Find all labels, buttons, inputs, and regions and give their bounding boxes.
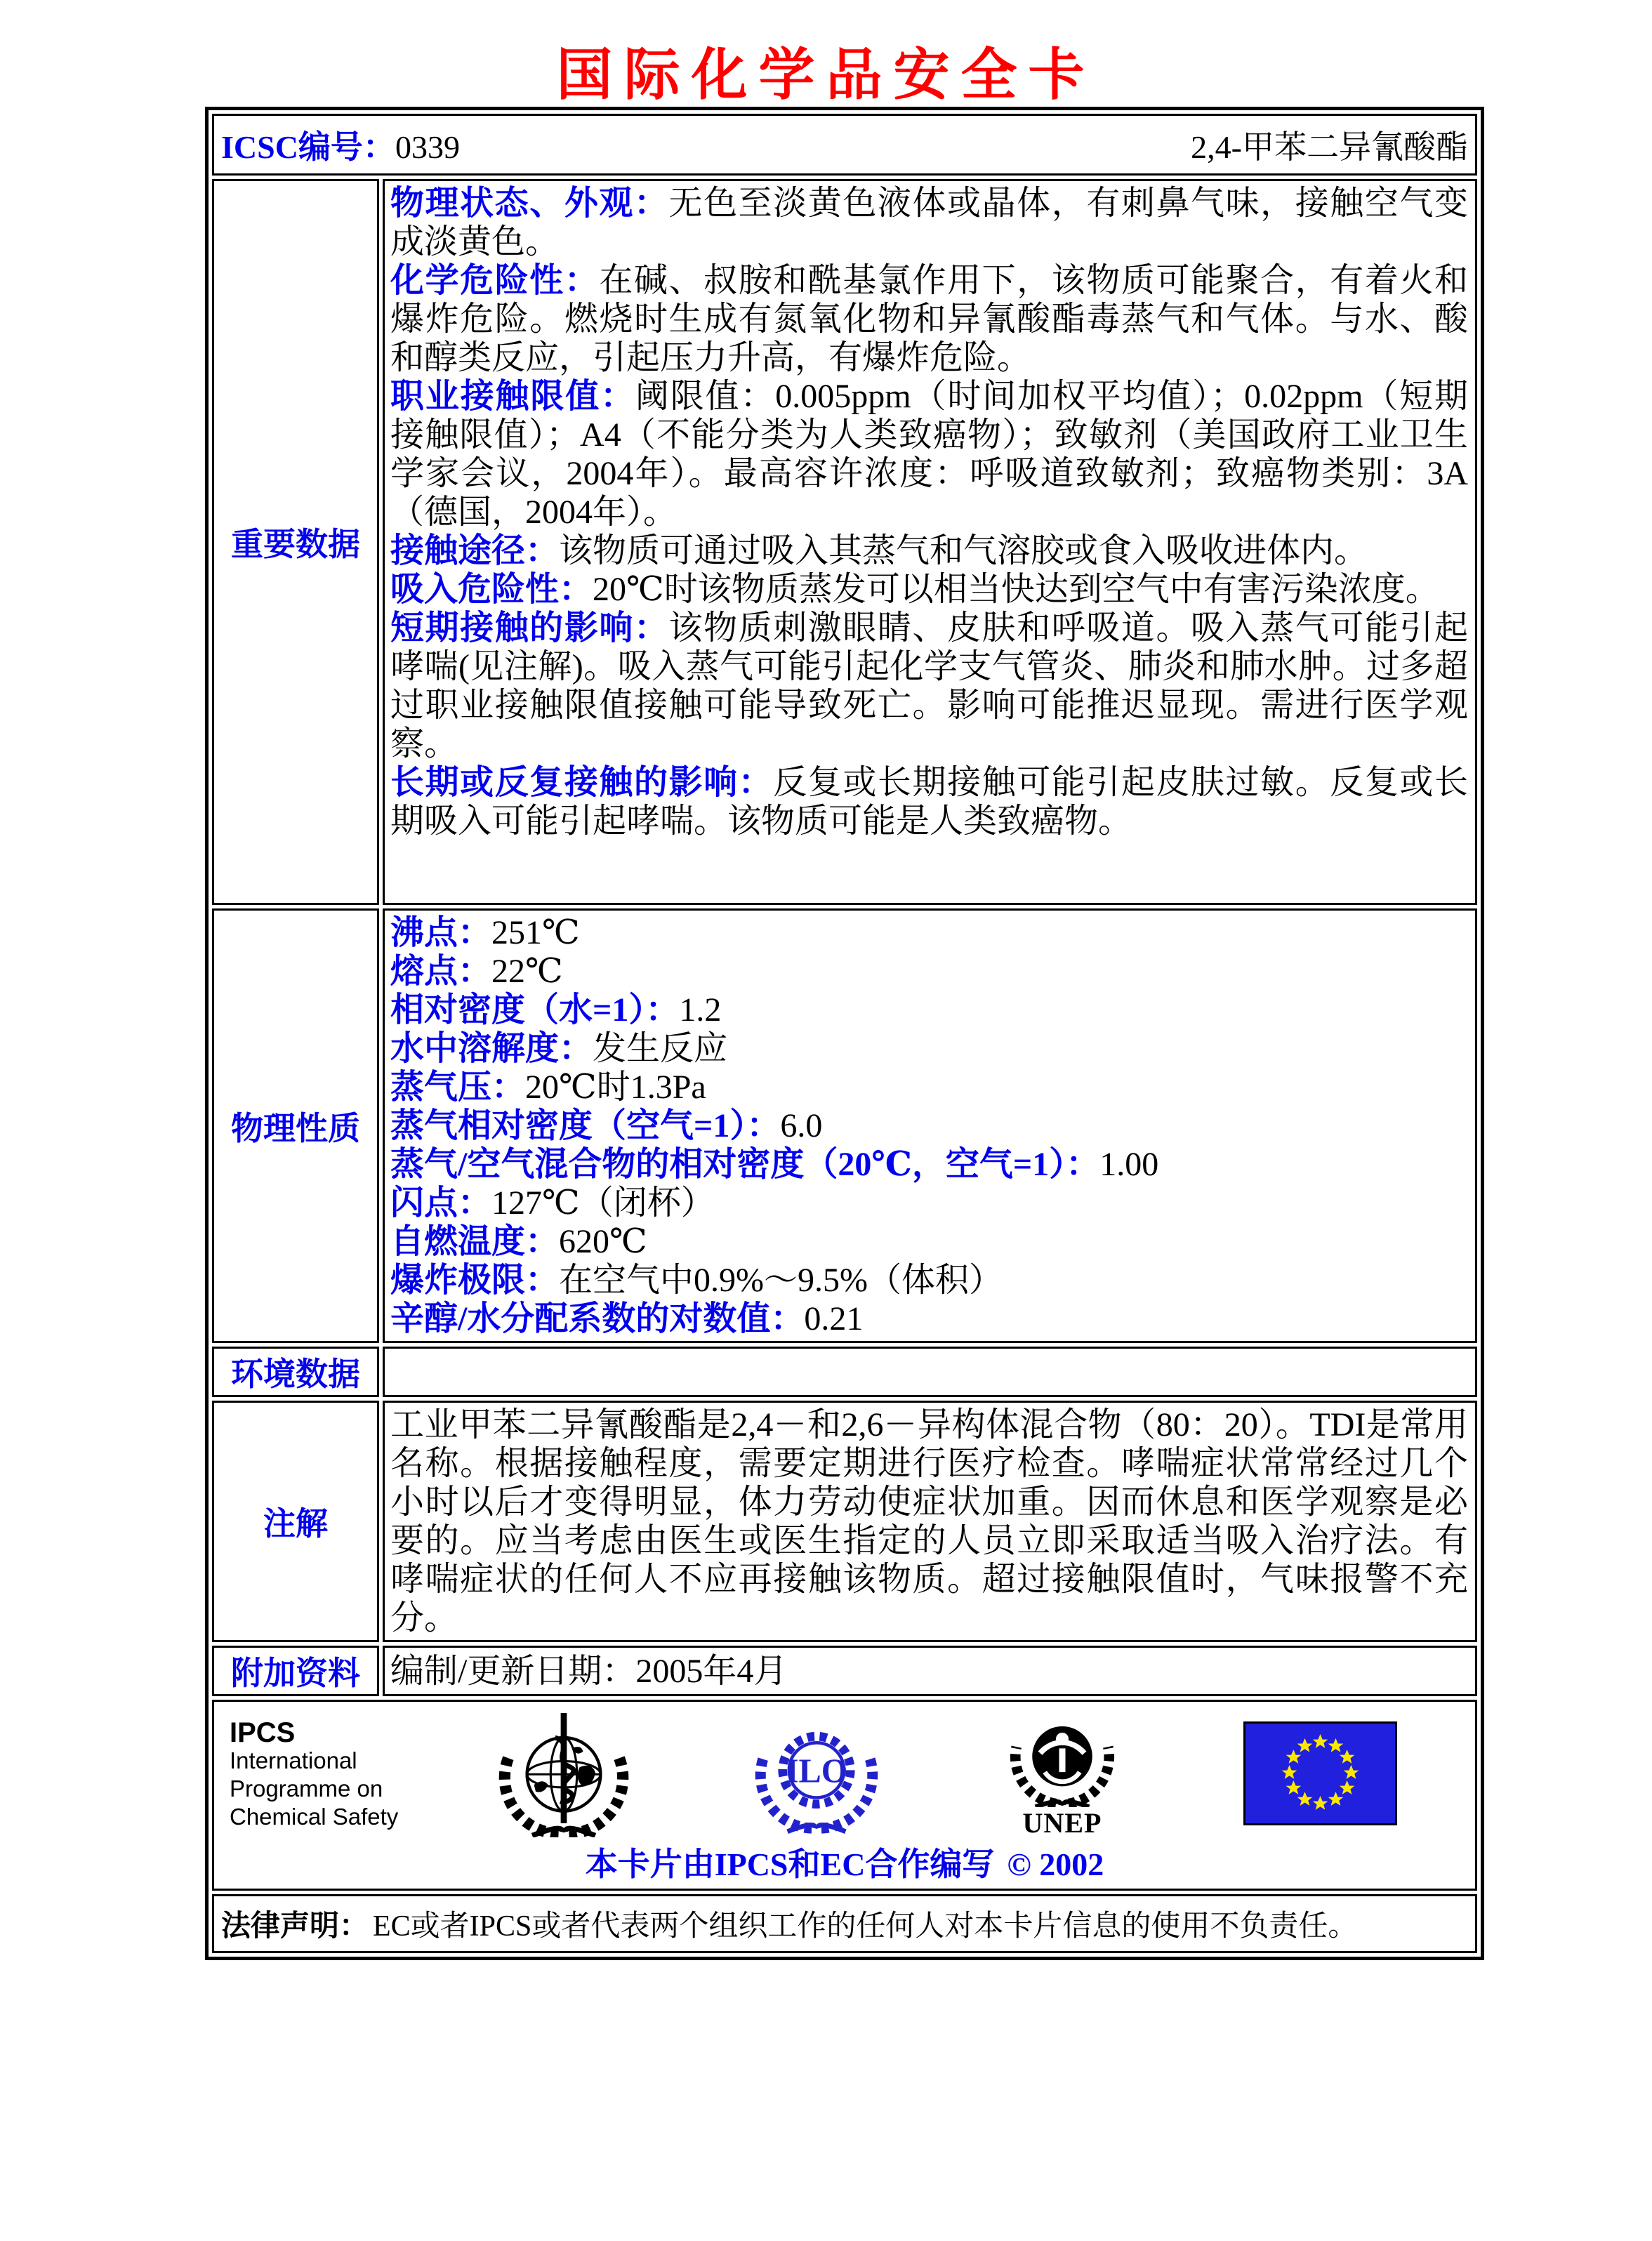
section-label-notes: 注解	[212, 1401, 379, 1642]
update-date-text: 编制/更新日期：2005年4月	[390, 1652, 788, 1690]
section-label-additional-info: 附加资料	[212, 1646, 379, 1696]
section-label-environmental-data: 环境数据	[212, 1347, 379, 1397]
prop-vapor-pressure: 蒸气压：20℃时1.3Pa	[390, 1069, 706, 1106]
prop-vapor-density: 蒸气相对密度（空气=1）：6.0	[390, 1107, 823, 1144]
ipcs-line-3: Chemical Safety	[230, 1804, 399, 1830]
ipcs-block	[230, 1719, 454, 1831]
important-data-row	[212, 179, 1477, 905]
field-inhalation-risk: 吸入危险性：20℃时该物质蒸发可以相当快达到空气中有害污染浓度。	[390, 571, 1439, 608]
field-occupational-limits: 职业接触限值：阈限值：0.005ppm（时间加权平均值）；0.02ppm（短期接触限值）；A4（不能分类为人类致癌物）；致敏剂（美国政府工业卫生学家会议，2004年）。最高容许浓度：呼吸道致敏剂；致癌物类别：3A（德国，2004年）。	[390, 378, 1468, 531]
section-label-important-data: 重要数据	[212, 179, 379, 905]
chemical-name: 2,4-甲苯二异氰酸酯	[1191, 129, 1468, 165]
section-label-physical-properties: 物理性质	[212, 908, 379, 1343]
environmental-data-content	[383, 1347, 1477, 1397]
prop-boiling-point: 沸点：251℃	[390, 914, 580, 951]
unep-wordmark: UNEP	[1022, 1807, 1102, 1839]
legal-cell	[212, 1894, 1477, 1953]
ilo-logo-icon	[752, 1710, 881, 1840]
unep-logo-icon	[999, 1710, 1125, 1839]
environmental-data-row	[212, 1347, 1477, 1397]
prop-water-solubility: 水中溶解度：发生反应	[390, 1030, 728, 1067]
icsc-number-label: ICSC编号：	[221, 129, 395, 165]
prop-explosive-limits: 爆炸极限：在空气中0.9%～9.5%（体积）	[390, 1262, 1003, 1299]
logos-cell	[212, 1700, 1477, 1891]
icsc-header	[212, 114, 1477, 176]
ipcs-acronym: IPCS	[230, 1717, 296, 1748]
page-title: 国际化学品安全卡	[556, 45, 1096, 107]
prop-flash-point: 闪点：127℃（闭杯）	[390, 1184, 715, 1222]
notes-text: 工业甲苯二异氰酸酯是2,4－和2,6－异构体混合物（80：20）。TDI是常用名称。根据接触程度，需要定期进行医疗检查。哮喘症状常常经过几个小时以后才变得明显，体力劳动使症状加重。因而休息和医学观察是必要的。应当考虑由医生或医生指定的人员立即采取适当吸入治疗法。有哮喘症状的任何人不应再接触该物质。超过接触限值时，气味报警不充分。	[390, 1406, 1468, 1637]
physical-properties-content	[383, 908, 1477, 1343]
notes-content	[383, 1401, 1477, 1642]
icsc-number	[221, 121, 460, 168]
prop-octanol-water-coefficient: 辛醇/水分配系数的对数值：0.21	[390, 1300, 864, 1337]
prop-vapor-air-mixture-density: 蒸气/空气混合物的相对密度（20℃，空气=1）：1.00	[390, 1146, 1159, 1183]
icsc-number-value: 0339	[395, 129, 460, 165]
logos-row	[212, 1700, 1477, 1891]
copyright-text: © 2002	[1007, 1846, 1104, 1882]
legal-row	[212, 1894, 1477, 1953]
logo-strip	[214, 1705, 1475, 1845]
important-data-content	[383, 179, 1477, 905]
icsc-card-table	[205, 107, 1484, 1960]
ipcs-line-2: Programme on	[230, 1776, 383, 1802]
ipcs-line-1: International	[230, 1747, 357, 1773]
prop-relative-density: 相对密度（水=1）：1.2	[390, 991, 722, 1029]
notes-row	[212, 1401, 1477, 1642]
field-exposure-routes: 接触途径：该物质可通过吸入其蒸气和气溶胶或食入吸收进体内。	[390, 532, 1368, 569]
field-short-term-effects: 短期接触的影响：该物质刺激眼睛、皮肤和呼吸道。吸入蒸气可能引起哮喘(见注解)。吸入蒸气可能引起化学支气管炎、肺炎和肺水肿。过多超过职业接触限值接触可能导致死亡。影响可能推迟显现。需进行医学观察。	[390, 609, 1468, 762]
cooperation-caption	[214, 1845, 1475, 1889]
caption-text: 本卡片由IPCS和EC合作编写	[585, 1846, 995, 1882]
eu-flag-icon	[1243, 1721, 1397, 1829]
field-long-term-effects: 长期或反复接触的影响：反复或长期接触可能引起皮肤过敏。反复或长期吸入可能引起哮喘。该物质可能是人类致癌物。	[390, 764, 1468, 840]
physical-properties-row	[212, 908, 1477, 1343]
field-physical-state: 物理状态、外观：无色至淡黄色液体或晶体，有刺鼻气味，接触空气变成淡黄色。	[390, 185, 1468, 260]
additional-info-row	[212, 1646, 1477, 1696]
prop-melting-point: 熔点：22℃	[390, 953, 563, 990]
legal-label: 法律声明：	[221, 1910, 369, 1943]
field-chemical-danger: 化学危险性：在碱、叔胺和酰基氯作用下，该物质可能聚合，有着火和爆炸危险。燃烧时生成有氮氧化物和异氰酸酯毒蒸气和气体。与水、酸和醇类反应，引起压力升高，有爆炸危险。	[390, 262, 1468, 376]
ilo-letters: ILO	[785, 1752, 848, 1790]
header-row	[212, 114, 1477, 176]
additional-info-content	[383, 1646, 1477, 1696]
legal-text: EC或者IPCS或者代表两个组织工作的任何人对本卡片信息的使用不负责任。	[373, 1910, 1358, 1943]
prop-autoignition-temp: 自燃温度：620℃	[390, 1223, 647, 1260]
who-logo-icon	[494, 1710, 634, 1841]
